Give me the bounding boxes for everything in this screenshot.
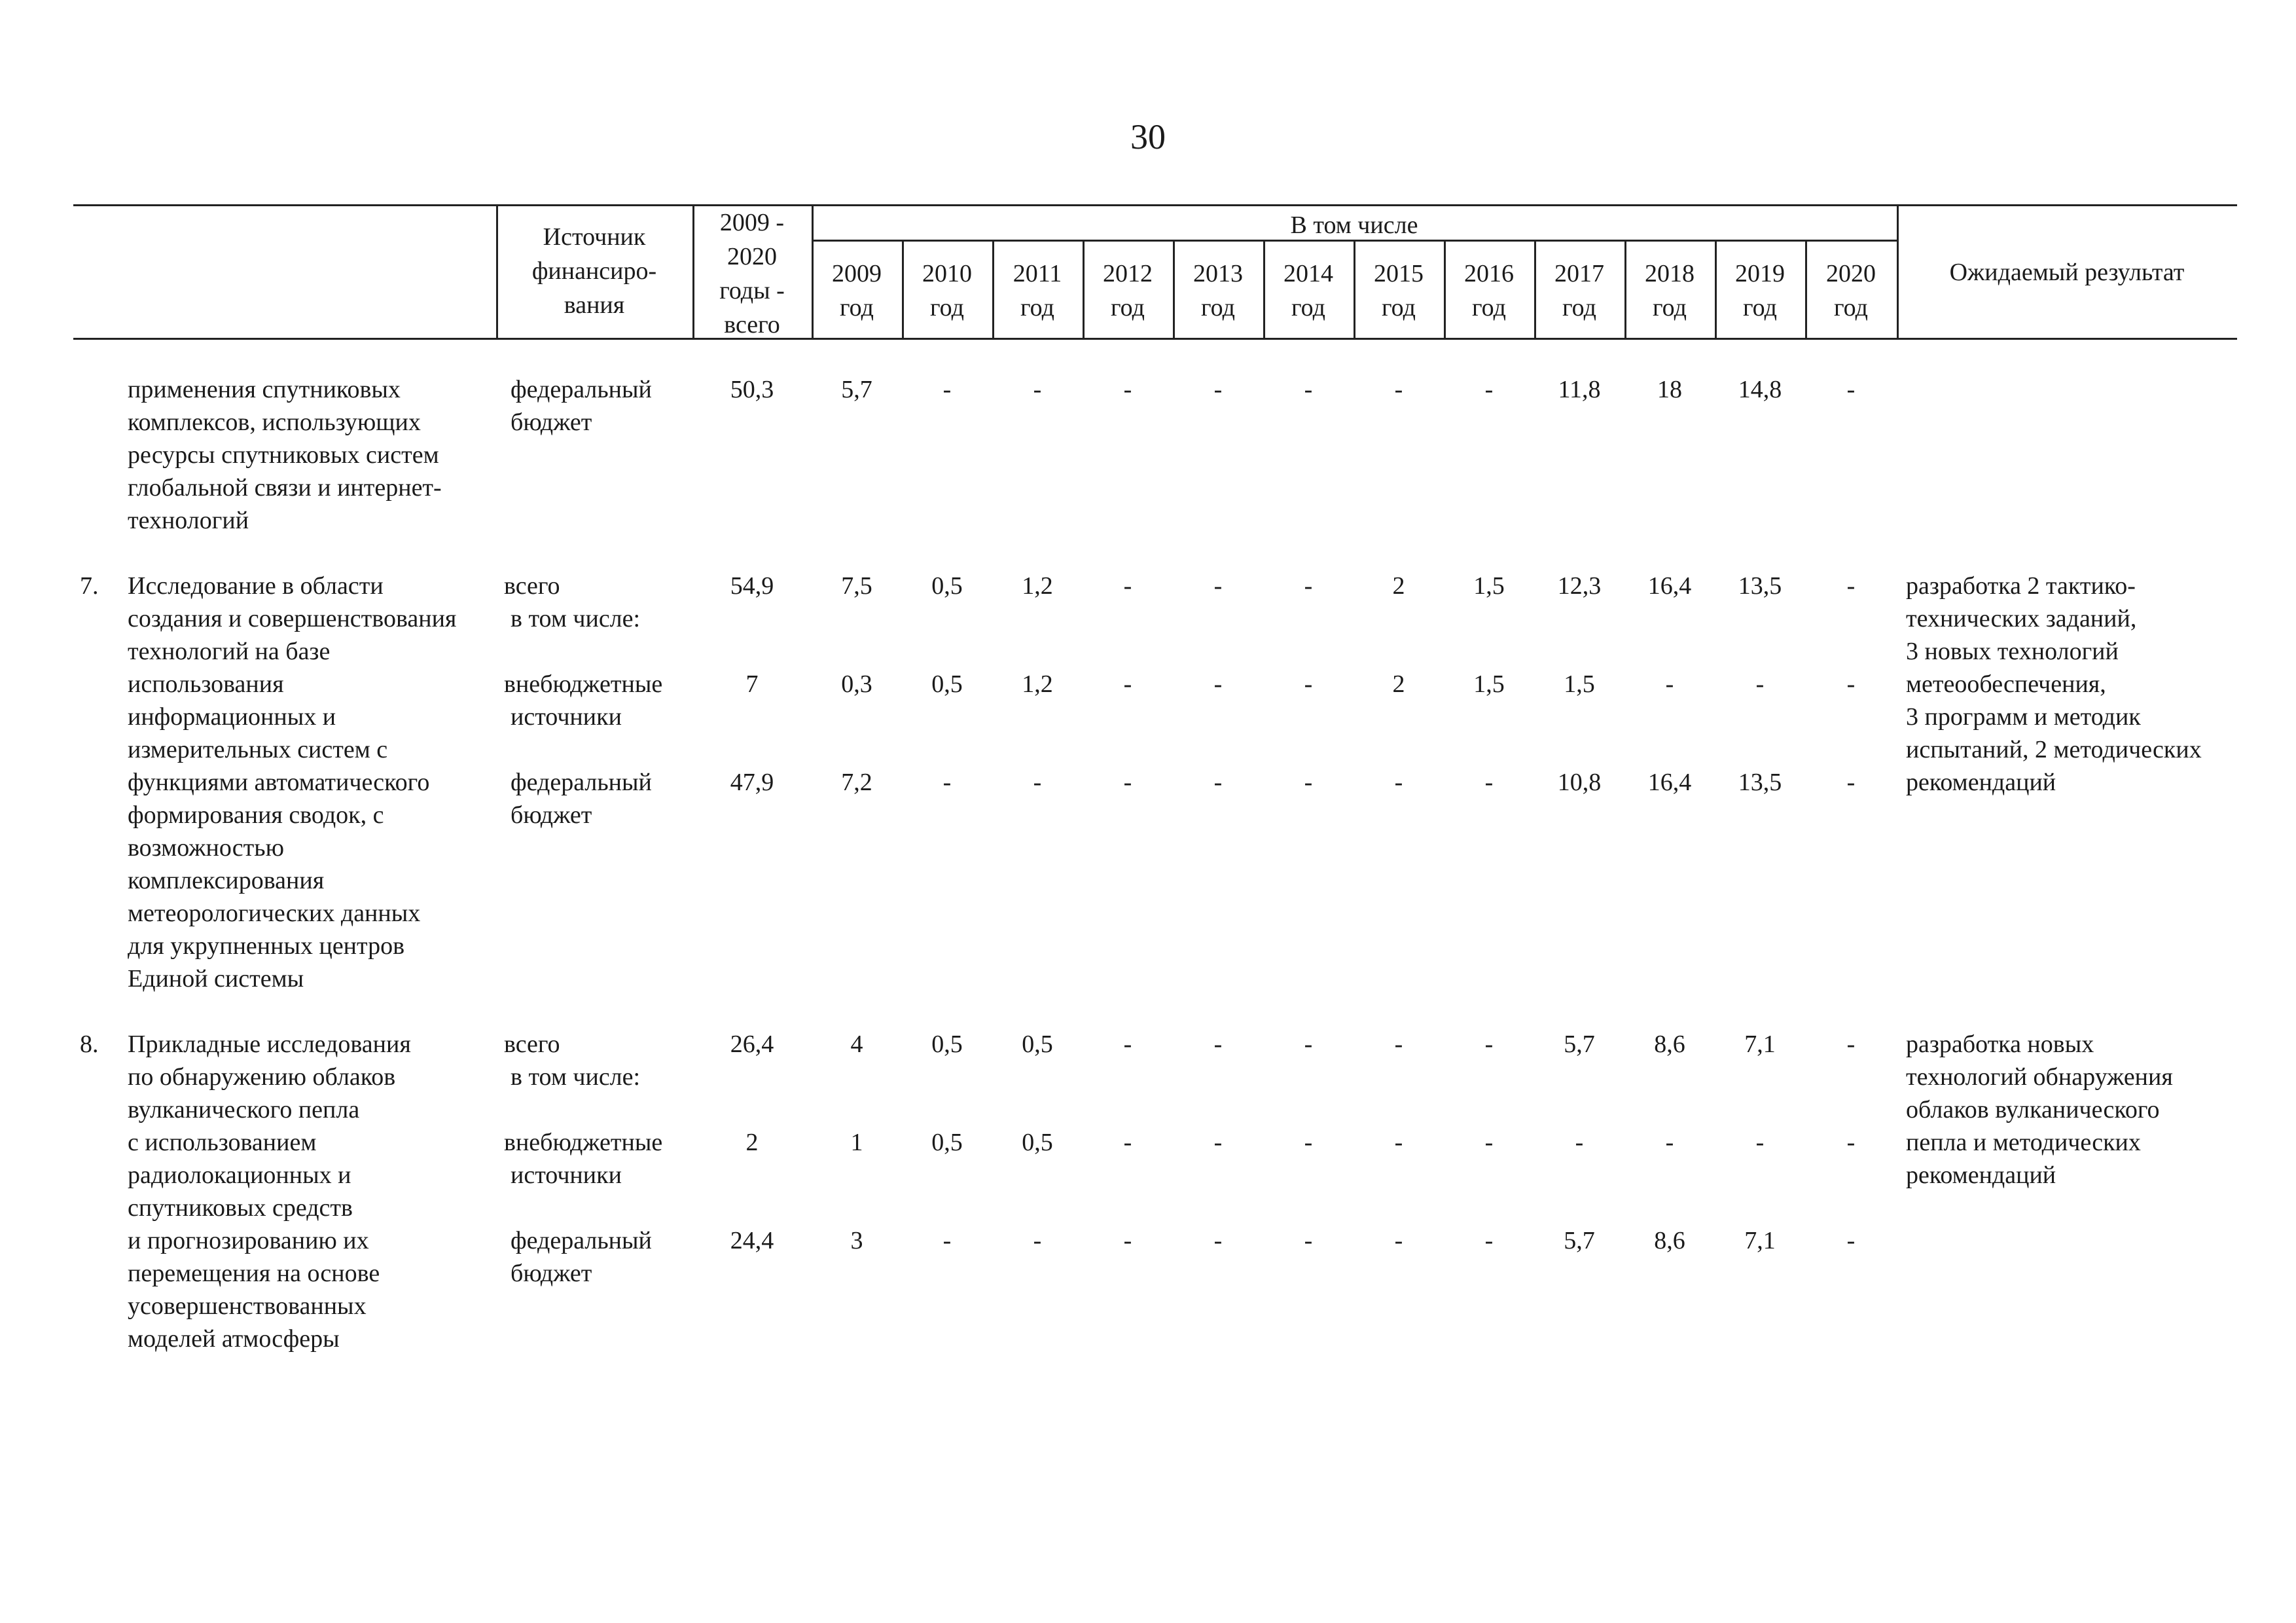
funding-year-value: - bbox=[1484, 1227, 1494, 1254]
row-description-line: с использованием bbox=[128, 1129, 317, 1156]
row-result-line: технологий обнаружения bbox=[1906, 1063, 2173, 1091]
funding-year-value: 4 bbox=[850, 1030, 863, 1058]
funding-year-value: - bbox=[1394, 1227, 1403, 1254]
row-result-line: рекомендаций bbox=[1906, 769, 2056, 796]
header-year: 2010 год bbox=[922, 260, 972, 321]
funding-year-value: 1,2 bbox=[1022, 572, 1053, 600]
funding-year-value: 11,8 bbox=[1558, 376, 1601, 403]
row-result-line: рекомендаций bbox=[1906, 1161, 2056, 1189]
row-result-line: облаков вулканического bbox=[1906, 1096, 2160, 1123]
funding-year-value: 0,5 bbox=[931, 1030, 963, 1058]
header-year: 2017 год bbox=[1554, 260, 1604, 321]
row-description-line: возможностью bbox=[128, 834, 284, 862]
header-year: 2019 год bbox=[1735, 260, 1785, 321]
row-result-line: пепла и методических bbox=[1906, 1129, 2141, 1156]
funding-year-value: - bbox=[942, 1227, 952, 1254]
funding-year-value: - bbox=[1846, 769, 1856, 796]
row-number: 7. bbox=[80, 572, 99, 600]
row-description-line: ресурсы спутниковых систем bbox=[128, 441, 439, 469]
funding-year-value: 3 bbox=[850, 1227, 863, 1254]
row-result-line: разработка 2 тактико- bbox=[1906, 572, 2136, 600]
funding-total: 2 bbox=[745, 1129, 759, 1156]
funding-year-value: - bbox=[1213, 1030, 1223, 1058]
funding-year-value: 0,3 bbox=[841, 670, 872, 698]
header-top-rule bbox=[73, 204, 2237, 206]
row-description-line: измерительных систем с bbox=[128, 736, 388, 763]
row-description-line: Исследование в области bbox=[128, 572, 384, 600]
row-description-line: формирования сводок, с bbox=[128, 801, 384, 829]
funding-year-value: - bbox=[1394, 1129, 1403, 1156]
funding-year-value: - bbox=[1394, 1030, 1403, 1058]
row-description-line: глобальной связи и интернет- bbox=[128, 474, 442, 501]
header-year: 2011 год bbox=[1013, 260, 1062, 321]
funding-year-value: - bbox=[1846, 1030, 1856, 1058]
row-description-line: вулканического пепла bbox=[128, 1096, 360, 1123]
funding-year-value: 1,2 bbox=[1022, 670, 1053, 698]
funding-year-value: - bbox=[1755, 670, 1765, 698]
funding-source-line: внебюджетные bbox=[504, 670, 663, 698]
row-description-line: Прикладные исследования bbox=[128, 1030, 411, 1058]
funding-source-line: федеральный bbox=[511, 1227, 652, 1254]
funding-source-line: источники bbox=[511, 703, 622, 731]
header-year: 2009 год bbox=[832, 260, 882, 321]
funding-year-value: 7,1 bbox=[1744, 1227, 1776, 1254]
funding-year-value: - bbox=[1123, 769, 1132, 796]
funding-source-line: всего bbox=[504, 572, 560, 600]
funding-total: 7 bbox=[745, 670, 759, 698]
funding-year-value: - bbox=[1665, 1129, 1674, 1156]
funding-year-value: - bbox=[1304, 769, 1313, 796]
funding-year-value: - bbox=[1575, 1129, 1584, 1156]
row-description-line: спутниковых средств bbox=[128, 1194, 353, 1222]
funding-year-value: - bbox=[1213, 376, 1223, 403]
header-including: В том числе bbox=[1290, 211, 1418, 239]
row-description-line: технологий bbox=[128, 507, 249, 534]
funding-year-value: - bbox=[1123, 1227, 1132, 1254]
funding-year-value: 14,8 bbox=[1738, 376, 1782, 403]
row-description-line: применения спутниковых bbox=[128, 376, 401, 403]
funding-year-value: - bbox=[1123, 670, 1132, 698]
funding-year-value: - bbox=[1033, 769, 1042, 796]
funding-year-value: - bbox=[1484, 769, 1494, 796]
funding-source-line: в том числе: bbox=[511, 605, 641, 632]
header-total: 2009 - 2020 годы - всего bbox=[719, 209, 785, 338]
row-description-line: моделей атмосферы bbox=[128, 1325, 340, 1353]
funding-source-line: бюджет bbox=[511, 801, 592, 829]
funding-year-value: - bbox=[1846, 670, 1856, 698]
funding-year-value: - bbox=[1304, 1030, 1313, 1058]
funding-total: 47,9 bbox=[730, 769, 774, 796]
row-description-line: комплексирования bbox=[128, 867, 325, 894]
row-description-line: функциями автоматического bbox=[128, 769, 430, 796]
row-description-line: Единой системы bbox=[128, 965, 304, 993]
row-description-line: информационных и bbox=[128, 703, 336, 731]
funding-year-value: - bbox=[1304, 1227, 1313, 1254]
funding-year-value: 5,7 bbox=[841, 376, 872, 403]
funding-year-value: - bbox=[1484, 376, 1494, 403]
header-result: Ожидаемый результат bbox=[1949, 259, 2185, 286]
funding-year-value: - bbox=[1213, 1129, 1223, 1156]
funding-year-value: 1,5 bbox=[1473, 670, 1505, 698]
row-description-line: радиолокационных и bbox=[128, 1161, 351, 1189]
funding-year-value: - bbox=[942, 769, 952, 796]
row-number: 8. bbox=[80, 1030, 99, 1058]
funding-year-value: - bbox=[1213, 670, 1223, 698]
row-description-line: и прогнозированию их bbox=[128, 1227, 369, 1254]
page-number: 30 bbox=[1130, 117, 1166, 156]
funding-year-value: - bbox=[1846, 572, 1856, 600]
funding-year-value: - bbox=[1304, 670, 1313, 698]
funding-year-value: - bbox=[1846, 376, 1856, 403]
funding-year-value: - bbox=[1665, 670, 1674, 698]
funding-year-value: 0,5 bbox=[931, 1129, 963, 1156]
row-description-line: технологий на базе bbox=[128, 638, 331, 665]
funding-year-value: 12,3 bbox=[1557, 572, 1602, 600]
funding-year-value: 8,6 bbox=[1654, 1227, 1685, 1254]
funding-year-value: 8,6 bbox=[1654, 1030, 1685, 1058]
funding-year-value: - bbox=[1304, 1129, 1313, 1156]
funding-source-line: всего bbox=[504, 1030, 560, 1058]
funding-source-line: внебюджетные bbox=[504, 1129, 663, 1156]
row-result-line: метеообеспечения, bbox=[1906, 670, 2106, 698]
funding-year-value: 0,5 bbox=[1022, 1030, 1053, 1058]
funding-year-value: 2 bbox=[1392, 572, 1405, 600]
row-result-line: технических заданий, bbox=[1906, 605, 2137, 632]
row-description-line: комплексов, использующих bbox=[128, 409, 421, 436]
funding-year-value: 13,5 bbox=[1738, 572, 1782, 600]
funding-source-line: в том числе: bbox=[511, 1063, 641, 1091]
funding-total: 54,9 bbox=[730, 572, 774, 600]
funding-year-value: - bbox=[1123, 1129, 1132, 1156]
funding-year-value: - bbox=[1033, 1227, 1042, 1254]
funding-year-value: - bbox=[1213, 1227, 1223, 1254]
funding-year-value: - bbox=[1123, 572, 1132, 600]
funding-year-value: - bbox=[1484, 1030, 1494, 1058]
funding-year-value: - bbox=[1394, 376, 1403, 403]
row-description-line: перемещения на основе bbox=[128, 1260, 380, 1287]
funding-year-value: 16,4 bbox=[1647, 769, 1692, 796]
row-description-line: усовершенствованных bbox=[128, 1292, 367, 1320]
funding-year-value: 16,4 bbox=[1647, 572, 1692, 600]
funding-year-value: 5,7 bbox=[1564, 1227, 1595, 1254]
row-description-line: для укрупненных центров bbox=[128, 932, 405, 960]
header-year: 2015 год bbox=[1374, 260, 1424, 321]
funding-year-value: 1,5 bbox=[1473, 572, 1505, 600]
header-year: 2013 год bbox=[1193, 260, 1243, 321]
header-year: 2012 год bbox=[1103, 260, 1153, 321]
funding-year-value: - bbox=[1846, 1227, 1856, 1254]
funding-total: 24,4 bbox=[730, 1227, 774, 1254]
funding-year-value: - bbox=[1123, 376, 1132, 403]
funding-year-value: 0,5 bbox=[931, 670, 963, 698]
funding-year-value: 18 bbox=[1657, 376, 1682, 403]
row-result-line: разработка новых bbox=[1906, 1030, 2094, 1058]
funding-year-value: - bbox=[1213, 769, 1223, 796]
funding-year-value: - bbox=[1846, 1129, 1856, 1156]
funding-year-value: - bbox=[1033, 376, 1042, 403]
funding-year-value: 10,8 bbox=[1557, 769, 1602, 796]
row-result-line: 3 программ и методик bbox=[1906, 703, 2141, 731]
funding-year-value: - bbox=[1484, 1129, 1494, 1156]
header-bottom-rule bbox=[73, 338, 2237, 340]
funding-year-value: 13,5 bbox=[1738, 769, 1782, 796]
funding-source-line: федеральный bbox=[511, 769, 652, 796]
funding-year-value: - bbox=[1304, 572, 1313, 600]
header-source: Источник финансиро- вания bbox=[531, 223, 657, 319]
header-year: 2016 год bbox=[1464, 260, 1514, 321]
funding-total: 50,3 bbox=[730, 376, 774, 403]
funding-source-line: бюджет bbox=[511, 1260, 592, 1287]
header-year: 2020 год bbox=[1826, 260, 1876, 321]
row-description-line: создания и совершенствования bbox=[128, 605, 457, 632]
funding-year-value: - bbox=[1394, 769, 1403, 796]
funding-year-value: - bbox=[1304, 376, 1313, 403]
header-year: 2018 год bbox=[1645, 260, 1695, 321]
funding-year-value: - bbox=[1755, 1129, 1765, 1156]
funding-source-line: федеральный bbox=[511, 376, 652, 403]
funding-year-value: 1 bbox=[850, 1129, 863, 1156]
row-description-line: использования bbox=[128, 670, 284, 698]
funding-source-line: источники bbox=[511, 1161, 622, 1189]
funding-year-value: 7,5 bbox=[841, 572, 872, 600]
header-year: 2014 год bbox=[1283, 260, 1333, 321]
funding-year-value: 0,5 bbox=[931, 572, 963, 600]
funding-year-value: 2 bbox=[1392, 670, 1405, 698]
funding-year-value: 7,2 bbox=[841, 769, 872, 796]
row-result-line: 3 новых технологий bbox=[1906, 638, 2119, 665]
row-result-line: испытаний, 2 методических bbox=[1906, 736, 2202, 763]
funding-total: 26,4 bbox=[730, 1030, 774, 1058]
funding-year-value: - bbox=[942, 376, 952, 403]
funding-year-value: - bbox=[1213, 572, 1223, 600]
row-description-line: метеорологических данных bbox=[128, 900, 421, 927]
funding-year-value: 5,7 bbox=[1564, 1030, 1595, 1058]
funding-source-line: бюджет bbox=[511, 409, 592, 436]
funding-year-value: - bbox=[1123, 1030, 1132, 1058]
funding-year-value: 1,5 bbox=[1564, 670, 1595, 698]
funding-year-value: 7,1 bbox=[1744, 1030, 1776, 1058]
funding-year-value: 0,5 bbox=[1022, 1129, 1053, 1156]
row-description-line: по обнаружению облаков bbox=[128, 1063, 396, 1091]
